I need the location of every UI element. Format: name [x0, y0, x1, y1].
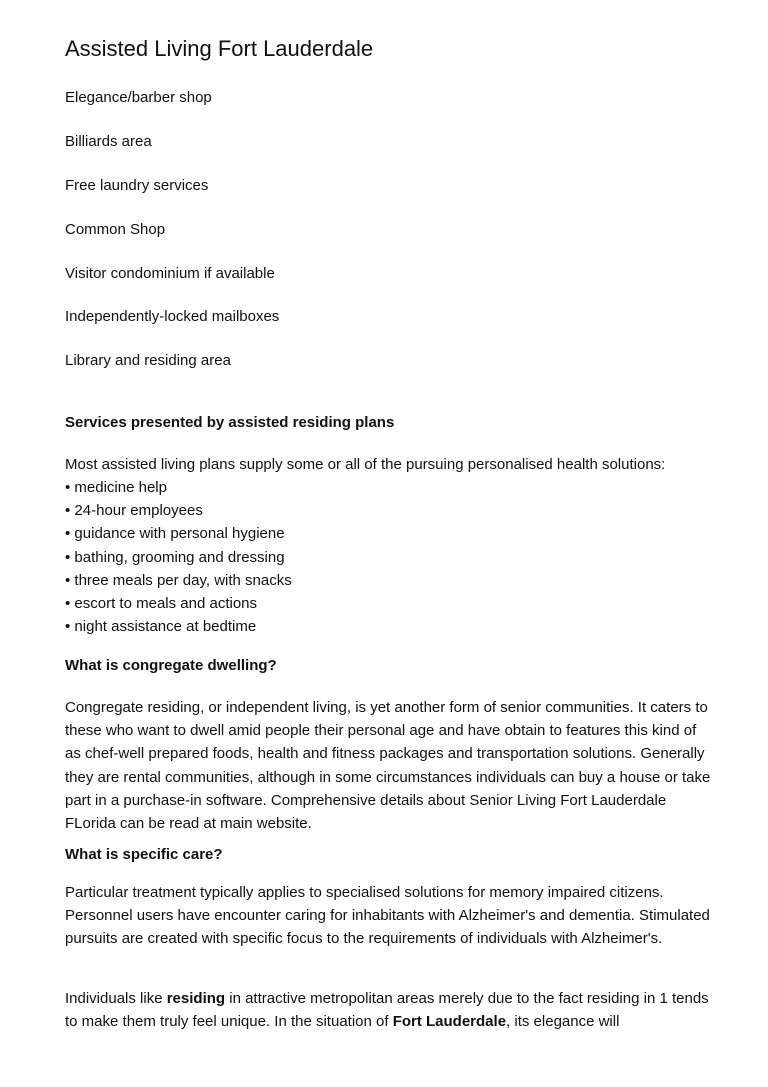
congregate-paragraph: Congregate residing, or independent living, is yet another form of senior communities. It caters to these who want to dwell amid people their personal age and have obtain to features this kind of as chef-well prepared foods, health and fitness packages and transportation solutions. Generally they are rental communities, although in some circumstances individuals can buy a house or take part in a purchase-in software. Comprehensive details about Senior Living Fort Lauderdale FLorida can be read at main website. [65, 699, 711, 833]
services-list [65, 476, 292, 638]
amenity-item: Independently-locked mailboxes [65, 308, 280, 325]
specific-care-paragraph: Particular treatment typically applies to specialised solutions for memory impaired citizens. Personnel users have encounter caring for inhabitants with Alzheimer's and dementia. Stimulated pursuits are created with specific focus to the requirements of individuals with Alzheimer's. [65, 884, 710, 948]
list-item: • bathing, grooming and dressing [65, 546, 292, 569]
specific-care-heading: What is specific care? [65, 846, 223, 863]
closing-bold-text: residing [166, 990, 226, 1007]
amenity-item: Elegance/barber shop [65, 89, 212, 106]
congregate-heading: What is congregate dwelling? [65, 657, 277, 674]
list-item: • night assistance at bedtime [65, 615, 292, 638]
amenity-item: Billiards area [65, 133, 152, 150]
amenity-item: Library and residing area [65, 352, 231, 369]
list-item: • 24-hour employees [65, 499, 292, 522]
page-title: Assisted Living Fort Lauderdale [65, 36, 374, 61]
closing-paragraph [65, 987, 715, 1033]
closing-text: in attractive metropolitan areas merely due to the fact residing in 1 tends to make them truly feel unique. In the situation of [65, 990, 709, 1031]
closing-text: , its elegance will [506, 1013, 620, 1031]
amenity-item: Visitor condominium if available [65, 265, 275, 282]
amenity-item: Free laundry services [65, 177, 209, 194]
services-intro: Most assisted living plans supply some or all of the pursuing personalised health solutions: [65, 456, 666, 473]
amenity-item: Common Shop [65, 221, 166, 238]
list-item: • three meals per day, with snacks [65, 569, 292, 592]
closing-text: Individuals like [65, 990, 167, 1007]
services-heading: Services presented by assisted residing plans [65, 414, 395, 431]
list-item: • escort to meals and actions [65, 592, 292, 615]
closing-bold-text: Fort Lauderdale [392, 1013, 507, 1031]
list-item: • medicine help [65, 476, 292, 499]
list-item: • guidance with personal hygiene [65, 522, 292, 545]
